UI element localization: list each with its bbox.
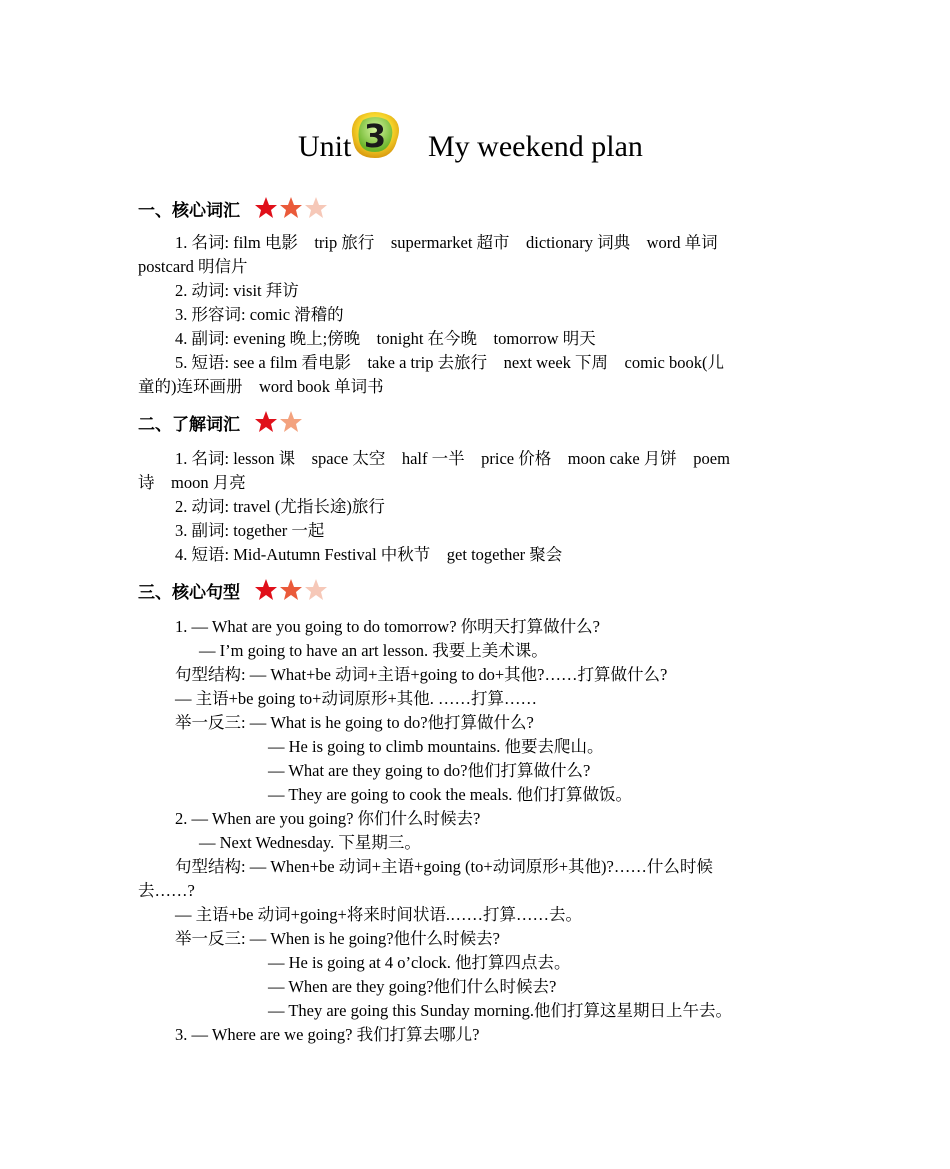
line: 2. 动词: visit 拜访 <box>175 281 299 300</box>
line: 句型结构: — What+be 动词+主语+going to do+其他?……打算做什么? <box>175 665 668 684</box>
unit-label: Unit <box>298 130 352 163</box>
line: 童的)连环画册 word book 单词书 <box>138 377 384 396</box>
line: 5. 短语: see a film 看电影 take a trip 去旅行 next week 下周 comic book(儿 <box>175 353 724 372</box>
line: — When are they going?他们什么时候去? <box>268 977 557 996</box>
line: — 主语+be 动词+going+将来时间状语.……打算……去。 <box>175 905 582 924</box>
line: 1. — What are you going to do tomorrow? 你明天打算做什么? <box>175 617 600 636</box>
line: 4. 短语: Mid-Autumn Festival 中秋节 get together 聚会 <box>175 545 563 564</box>
line: — They are going to cook the meals. 他们打算做饭。 <box>268 785 633 804</box>
line: 4. 副词: evening 晚上;傍晚 tonight 在今晚 tomorrow 明天 <box>175 329 596 348</box>
line: 举一反三: — When is he going?他什么时候去? <box>175 929 500 948</box>
svg-text:3: 3 <box>363 117 387 155</box>
line: postcard 明信片 <box>138 257 248 276</box>
line: 去……? <box>138 881 195 900</box>
line: — 主语+be going to+动词原形+其他. ……打算…… <box>175 689 538 708</box>
rating-stars-icon <box>254 578 330 602</box>
line: — What are they going to do?他们打算做什么? <box>268 761 591 780</box>
line: 举一反三: — What is he going to do?他打算做什么? <box>175 713 534 732</box>
line: — I’m going to have an art lesson. 我要上美术课。 <box>199 641 548 660</box>
line: 2. — When are you going? 你们什么时候去? <box>175 809 481 828</box>
line: 句型结构: — When+be 动词+主语+going (to+动词原形+其他)?……什么时候 <box>175 857 713 876</box>
rating-stars-icon <box>254 410 306 434</box>
unit-title <box>0 108 950 168</box>
line: 1. 名词: lesson 课 space 太空 half 一半 price 价格 moon cake 月饼 poem <box>175 449 730 468</box>
line: — He is going to climb mountains. 他要去爬山。 <box>268 737 604 756</box>
section-heading-know-vocabulary: 二、了解词汇 <box>138 410 306 435</box>
line: 诗 moon 月亮 <box>138 473 246 492</box>
rating-stars-icon <box>254 196 330 220</box>
line: 3. 形容词: comic 滑稽的 <box>175 305 344 324</box>
line: — Next Wednesday. 下星期三。 <box>199 833 421 852</box>
line: 3. 副词: together 一起 <box>175 521 325 540</box>
line: 3. — Where are we going? 我们打算去哪儿? <box>175 1025 480 1044</box>
section-heading-core-sentences: 三、核心句型 <box>138 578 330 603</box>
section-heading-core-vocabulary: 一、核心词汇 <box>138 196 330 221</box>
line: 2. 动词: travel (尤指长途)旅行 <box>175 497 385 516</box>
line: 1. 名词: film 电影 trip 旅行 supermarket 超市 dictionary 词典 word 单词 <box>175 233 718 252</box>
line: — He is going at 4 o’clock. 他打算四点去。 <box>268 953 571 972</box>
unit-number-badge-icon <box>349 110 401 160</box>
line: — They are going this Sunday morning.他们打算这星期日上午去。 <box>268 1001 732 1020</box>
unit-name: My weekend plan <box>428 130 643 163</box>
